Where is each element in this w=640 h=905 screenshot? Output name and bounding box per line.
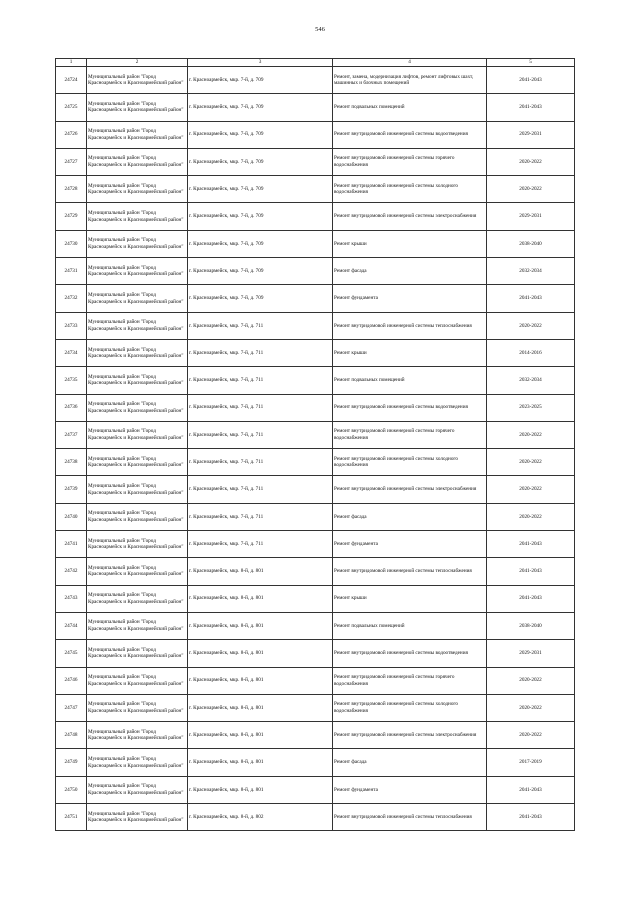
municipality-cell: Муниципальный район "Город Красноармейск и Красноармейский район": [87, 339, 188, 366]
municipality-cell: Муниципальный район "Город Красноармейск и Красноармейский район": [87, 67, 188, 94]
address-cell: г. Красноармейск, мкр. 7-й, д. 711: [188, 531, 333, 558]
column-header: 4: [333, 59, 487, 67]
work-type-cell: Ремонт внутридомовой инженерной системы холодного водоснабжения: [333, 449, 487, 476]
table-row: [56, 421, 575, 448]
row-number-cell: 24728: [56, 176, 87, 203]
work-type-cell: Ремонт внутридомовой инженерной системы горячего водоснабжения: [333, 148, 487, 175]
work-type-cell: Ремонт внутридомовой инженерной системы водоотведения: [333, 121, 487, 148]
column-header: 3: [188, 59, 333, 67]
address-cell: г. Красноармейск, мкр. 7-й, д. 711: [188, 394, 333, 421]
address-cell: г. Красноармейск, мкр. 8-й, д. 801: [188, 667, 333, 694]
row-number-cell: 24730: [56, 230, 87, 257]
table-row: [56, 749, 575, 776]
row-number-cell: 24737: [56, 421, 87, 448]
municipality-cell: Муниципальный район "Город Красноармейск и Красноармейский район": [87, 558, 188, 585]
address-cell: г. Красноармейск, мкр. 8-й, д. 801: [188, 694, 333, 721]
work-type-cell: Ремонт внутридомовой инженерной системы теплоснабжения: [333, 804, 487, 831]
municipality-cell: Муниципальный район "Город Красноармейск и Красноармейский район": [87, 749, 188, 776]
work-type-cell: Ремонт подвальных помещений: [333, 94, 487, 121]
period-cell: 2020-2022: [487, 667, 575, 694]
row-number-cell: 24738: [56, 449, 87, 476]
municipality-cell: Муниципальный район "Город Красноармейск и Красноармейский район": [87, 285, 188, 312]
period-cell: 2041-2043: [487, 67, 575, 94]
period-cell: 2020-2022: [487, 449, 575, 476]
address-cell: г. Красноармейск, мкр. 8-й, д. 801: [188, 585, 333, 612]
work-type-cell: Ремонт внутридомовой инженерной системы горячего водоснабжения: [333, 667, 487, 694]
capital-repair-table: [55, 58, 575, 831]
row-number-cell: 24745: [56, 640, 87, 667]
table-row: [56, 804, 575, 831]
work-type-cell: Ремонт внутридомовой инженерной системы электроснабжения: [333, 722, 487, 749]
work-type-cell: Ремонт фасада: [333, 749, 487, 776]
period-cell: 2041-2043: [487, 94, 575, 121]
table-row: [56, 230, 575, 257]
period-cell: 2023-2025: [487, 394, 575, 421]
table-row: [56, 667, 575, 694]
address-cell: г. Красноармейск, мкр. 8-й, д. 801: [188, 749, 333, 776]
address-cell: г. Красноармейск, мкр. 7-й, д. 709: [188, 94, 333, 121]
table-row: [56, 367, 575, 394]
row-number-cell: 24734: [56, 339, 87, 366]
row-number-cell: 24732: [56, 285, 87, 312]
row-number-cell: 24741: [56, 531, 87, 558]
row-number-cell: 24736: [56, 394, 87, 421]
row-number-cell: 24724: [56, 67, 87, 94]
address-cell: г. Красноармейск, мкр. 7-й, д. 709: [188, 176, 333, 203]
table-row: [56, 67, 575, 94]
period-cell: 2020-2022: [487, 312, 575, 339]
row-number-cell: 24731: [56, 258, 87, 285]
row-number-cell: 24739: [56, 476, 87, 503]
period-cell: 2041-2043: [487, 558, 575, 585]
row-number-cell: 24735: [56, 367, 87, 394]
work-type-cell: Ремонт внутридомовой инженерной системы водоотведения: [333, 394, 487, 421]
address-cell: г. Красноармейск, мкр. 7-й, д. 711: [188, 503, 333, 530]
municipality-cell: Муниципальный район "Город Красноармейск и Красноармейский район": [87, 421, 188, 448]
address-cell: г. Красноармейск, мкр. 7-й, д. 711: [188, 421, 333, 448]
municipality-cell: Муниципальный район "Город Красноармейск и Красноармейский район": [87, 694, 188, 721]
municipality-cell: Муниципальный район "Город Красноармейск и Красноармейский район": [87, 612, 188, 639]
table-row: [56, 339, 575, 366]
row-number-cell: 24750: [56, 776, 87, 803]
municipality-cell: Муниципальный район "Город Красноармейск и Красноармейский район": [87, 476, 188, 503]
municipality-cell: Муниципальный район "Город Красноармейск и Красноармейский район": [87, 531, 188, 558]
work-type-cell: Ремонт крыши: [333, 230, 487, 257]
address-cell: г. Красноармейск, мкр. 7-й, д. 711: [188, 476, 333, 503]
municipality-cell: Муниципальный район "Город Красноармейск и Красноармейский район": [87, 176, 188, 203]
column-header: 2: [87, 59, 188, 67]
row-number-cell: 24726: [56, 121, 87, 148]
municipality-cell: Муниципальный район "Город Красноармейск и Красноармейский район": [87, 203, 188, 230]
address-cell: г. Красноармейск, мкр. 7-й, д. 709: [188, 230, 333, 257]
row-number-cell: 24733: [56, 312, 87, 339]
row-number-cell: 24746: [56, 667, 87, 694]
table-row: [56, 612, 575, 639]
work-type-cell: Ремонт внутридомовой инженерной системы холодного водоснабжения: [333, 694, 487, 721]
row-number-cell: 24744: [56, 612, 87, 639]
period-cell: 2020-2022: [487, 694, 575, 721]
table-row: [56, 203, 575, 230]
period-cell: 2020-2022: [487, 148, 575, 175]
period-cell: 2032-2034: [487, 258, 575, 285]
table-row: [56, 121, 575, 148]
period-cell: 2032-2034: [487, 367, 575, 394]
period-cell: 2038-2040: [487, 230, 575, 257]
period-cell: 2041-2043: [487, 531, 575, 558]
column-header: 1: [56, 59, 87, 67]
work-type-cell: Ремонт крыши: [333, 585, 487, 612]
work-type-cell: Ремонт фасада: [333, 503, 487, 530]
period-cell: 2041-2043: [487, 585, 575, 612]
municipality-cell: Муниципальный район "Город Красноармейск и Красноармейский район": [87, 722, 188, 749]
row-number-cell: 24743: [56, 585, 87, 612]
row-number-cell: 24740: [56, 503, 87, 530]
table-row: [56, 585, 575, 612]
period-cell: 2029-2031: [487, 640, 575, 667]
address-cell: г. Красноармейск, мкр. 7-й, д. 709: [188, 203, 333, 230]
row-number-cell: 24727: [56, 148, 87, 175]
municipality-cell: Муниципальный район "Город Красноармейск и Красноармейский район": [87, 776, 188, 803]
period-cell: 2029-2031: [487, 203, 575, 230]
address-cell: г. Красноармейск, мкр. 8-й, д. 801: [188, 776, 333, 803]
table-row: [56, 531, 575, 558]
work-type-cell: Ремонт подвальных помещений: [333, 367, 487, 394]
table-row: [56, 449, 575, 476]
municipality-cell: Муниципальный район "Город Красноармейск и Красноармейский район": [87, 94, 188, 121]
work-type-cell: Ремонт внутридомовой инженерной системы теплоснабжения: [333, 558, 487, 585]
work-type-cell: Ремонт фундамента: [333, 531, 487, 558]
address-cell: г. Красноармейск, мкр. 7-й, д. 711: [188, 449, 333, 476]
row-number-cell: 24751: [56, 804, 87, 831]
address-cell: г. Красноармейск, мкр. 8-й, д. 801: [188, 722, 333, 749]
row-number-cell: 24748: [56, 722, 87, 749]
row-number-cell: 24749: [56, 749, 87, 776]
municipality-cell: Муниципальный район "Город Красноармейск и Красноармейский район": [87, 394, 188, 421]
period-cell: 2014-2016: [487, 339, 575, 366]
municipality-cell: Муниципальный район "Город Красноармейск и Красноармейский район": [87, 148, 188, 175]
work-type-cell: Ремонт внутридомовой инженерной системы горячего водоснабжения: [333, 421, 487, 448]
address-cell: г. Красноармейск, мкр. 8-й, д. 801: [188, 612, 333, 639]
table-row: [56, 694, 575, 721]
municipality-cell: Муниципальный район "Город Красноармейск и Красноармейский район": [87, 121, 188, 148]
municipality-cell: Муниципальный район "Город Красноармейск и Красноармейский район": [87, 804, 188, 831]
municipality-cell: Муниципальный район "Город Красноармейск и Красноармейский район": [87, 312, 188, 339]
table-row: [56, 258, 575, 285]
address-cell: г. Красноармейск, мкр. 7-й, д. 709: [188, 67, 333, 94]
municipality-cell: Муниципальный район "Город Красноармейск и Красноармейский район": [87, 230, 188, 257]
period-cell: 2020-2022: [487, 503, 575, 530]
table-row: [56, 503, 575, 530]
row-number-cell: 24725: [56, 94, 87, 121]
page-number: 546: [315, 26, 325, 33]
row-number-cell: 24742: [56, 558, 87, 585]
period-cell: 2020-2022: [487, 176, 575, 203]
table-row: [56, 312, 575, 339]
municipality-cell: Муниципальный район "Город Красноармейск и Красноармейский район": [87, 640, 188, 667]
row-number-cell: 24729: [56, 203, 87, 230]
table-row: [56, 776, 575, 803]
address-cell: г. Красноармейск, мкр. 8-й, д. 801: [188, 558, 333, 585]
address-cell: г. Красноармейск, мкр. 7-й, д. 711: [188, 339, 333, 366]
work-type-cell: Ремонт внутридомовой инженерной системы теплоснабжения: [333, 312, 487, 339]
period-cell: 2017-2019: [487, 749, 575, 776]
work-type-cell: Ремонт фасада: [333, 258, 487, 285]
table-row: [56, 285, 575, 312]
address-cell: г. Красноармейск, мкр. 7-й, д. 711: [188, 312, 333, 339]
period-cell: 2020-2022: [487, 476, 575, 503]
period-cell: 2041-2043: [487, 776, 575, 803]
period-cell: 2041-2043: [487, 804, 575, 831]
address-cell: г. Красноармейск, мкр. 7-й, д. 709: [188, 121, 333, 148]
period-cell: 2029-2031: [487, 121, 575, 148]
address-cell: г. Красноармейск, мкр. 8-й, д. 801: [188, 640, 333, 667]
work-type-cell: Ремонт фундамента: [333, 285, 487, 312]
table-row: [56, 558, 575, 585]
work-type-cell: Ремонт внутридомовой инженерной системы электроснабжения: [333, 203, 487, 230]
table-row: [56, 394, 575, 421]
row-number-cell: 24747: [56, 694, 87, 721]
municipality-cell: Муниципальный район "Город Красноармейск и Красноармейский район": [87, 449, 188, 476]
column-header: 5: [487, 59, 575, 67]
period-cell: 2041-2043: [487, 285, 575, 312]
municipality-cell: Муниципальный район "Город Красноармейск и Красноармейский район": [87, 667, 188, 694]
municipality-cell: Муниципальный район "Город Красноармейск и Красноармейский район": [87, 258, 188, 285]
table-row: [56, 176, 575, 203]
work-type-cell: Ремонт, замена, модернизация лифтов, ремонт лифтовых шахт, машинных и блочных помещений: [333, 67, 487, 94]
address-cell: г. Красноармейск, мкр. 7-й, д. 711: [188, 367, 333, 394]
table-row: [56, 722, 575, 749]
work-type-cell: Ремонт подвальных помещений: [333, 612, 487, 639]
address-cell: г. Красноармейск, мкр. 7-й, д. 709: [188, 148, 333, 175]
work-type-cell: Ремонт внутридомовой инженерной системы холодного водоснабжения: [333, 176, 487, 203]
municipality-cell: Муниципальный район "Город Красноармейск и Красноармейский район": [87, 367, 188, 394]
period-cell: 2020-2022: [487, 722, 575, 749]
table-row: [56, 640, 575, 667]
work-type-cell: Ремонт крыши: [333, 339, 487, 366]
municipality-cell: Муниципальный район "Город Красноармейск и Красноармейский район": [87, 585, 188, 612]
header-row: [56, 59, 575, 67]
table-row: [56, 94, 575, 121]
address-cell: г. Красноармейск, мкр. 7-й, д. 709: [188, 285, 333, 312]
table-body: [56, 67, 575, 831]
table-row: [56, 476, 575, 503]
work-type-cell: Ремонт фундамента: [333, 776, 487, 803]
period-cell: 2020-2022: [487, 421, 575, 448]
address-cell: г. Красноармейск, мкр. 8-й, д. 802: [188, 804, 333, 831]
work-type-cell: Ремонт внутридомовой инженерной системы электроснабжения: [333, 476, 487, 503]
table-row: [56, 148, 575, 175]
municipality-cell: Муниципальный район "Город Красноармейск и Красноармейский район": [87, 503, 188, 530]
work-type-cell: Ремонт внутридомовой инженерной системы водоотведения: [333, 640, 487, 667]
period-cell: 2038-2040: [487, 612, 575, 639]
address-cell: г. Красноармейск, мкр. 7-й, д. 709: [188, 258, 333, 285]
